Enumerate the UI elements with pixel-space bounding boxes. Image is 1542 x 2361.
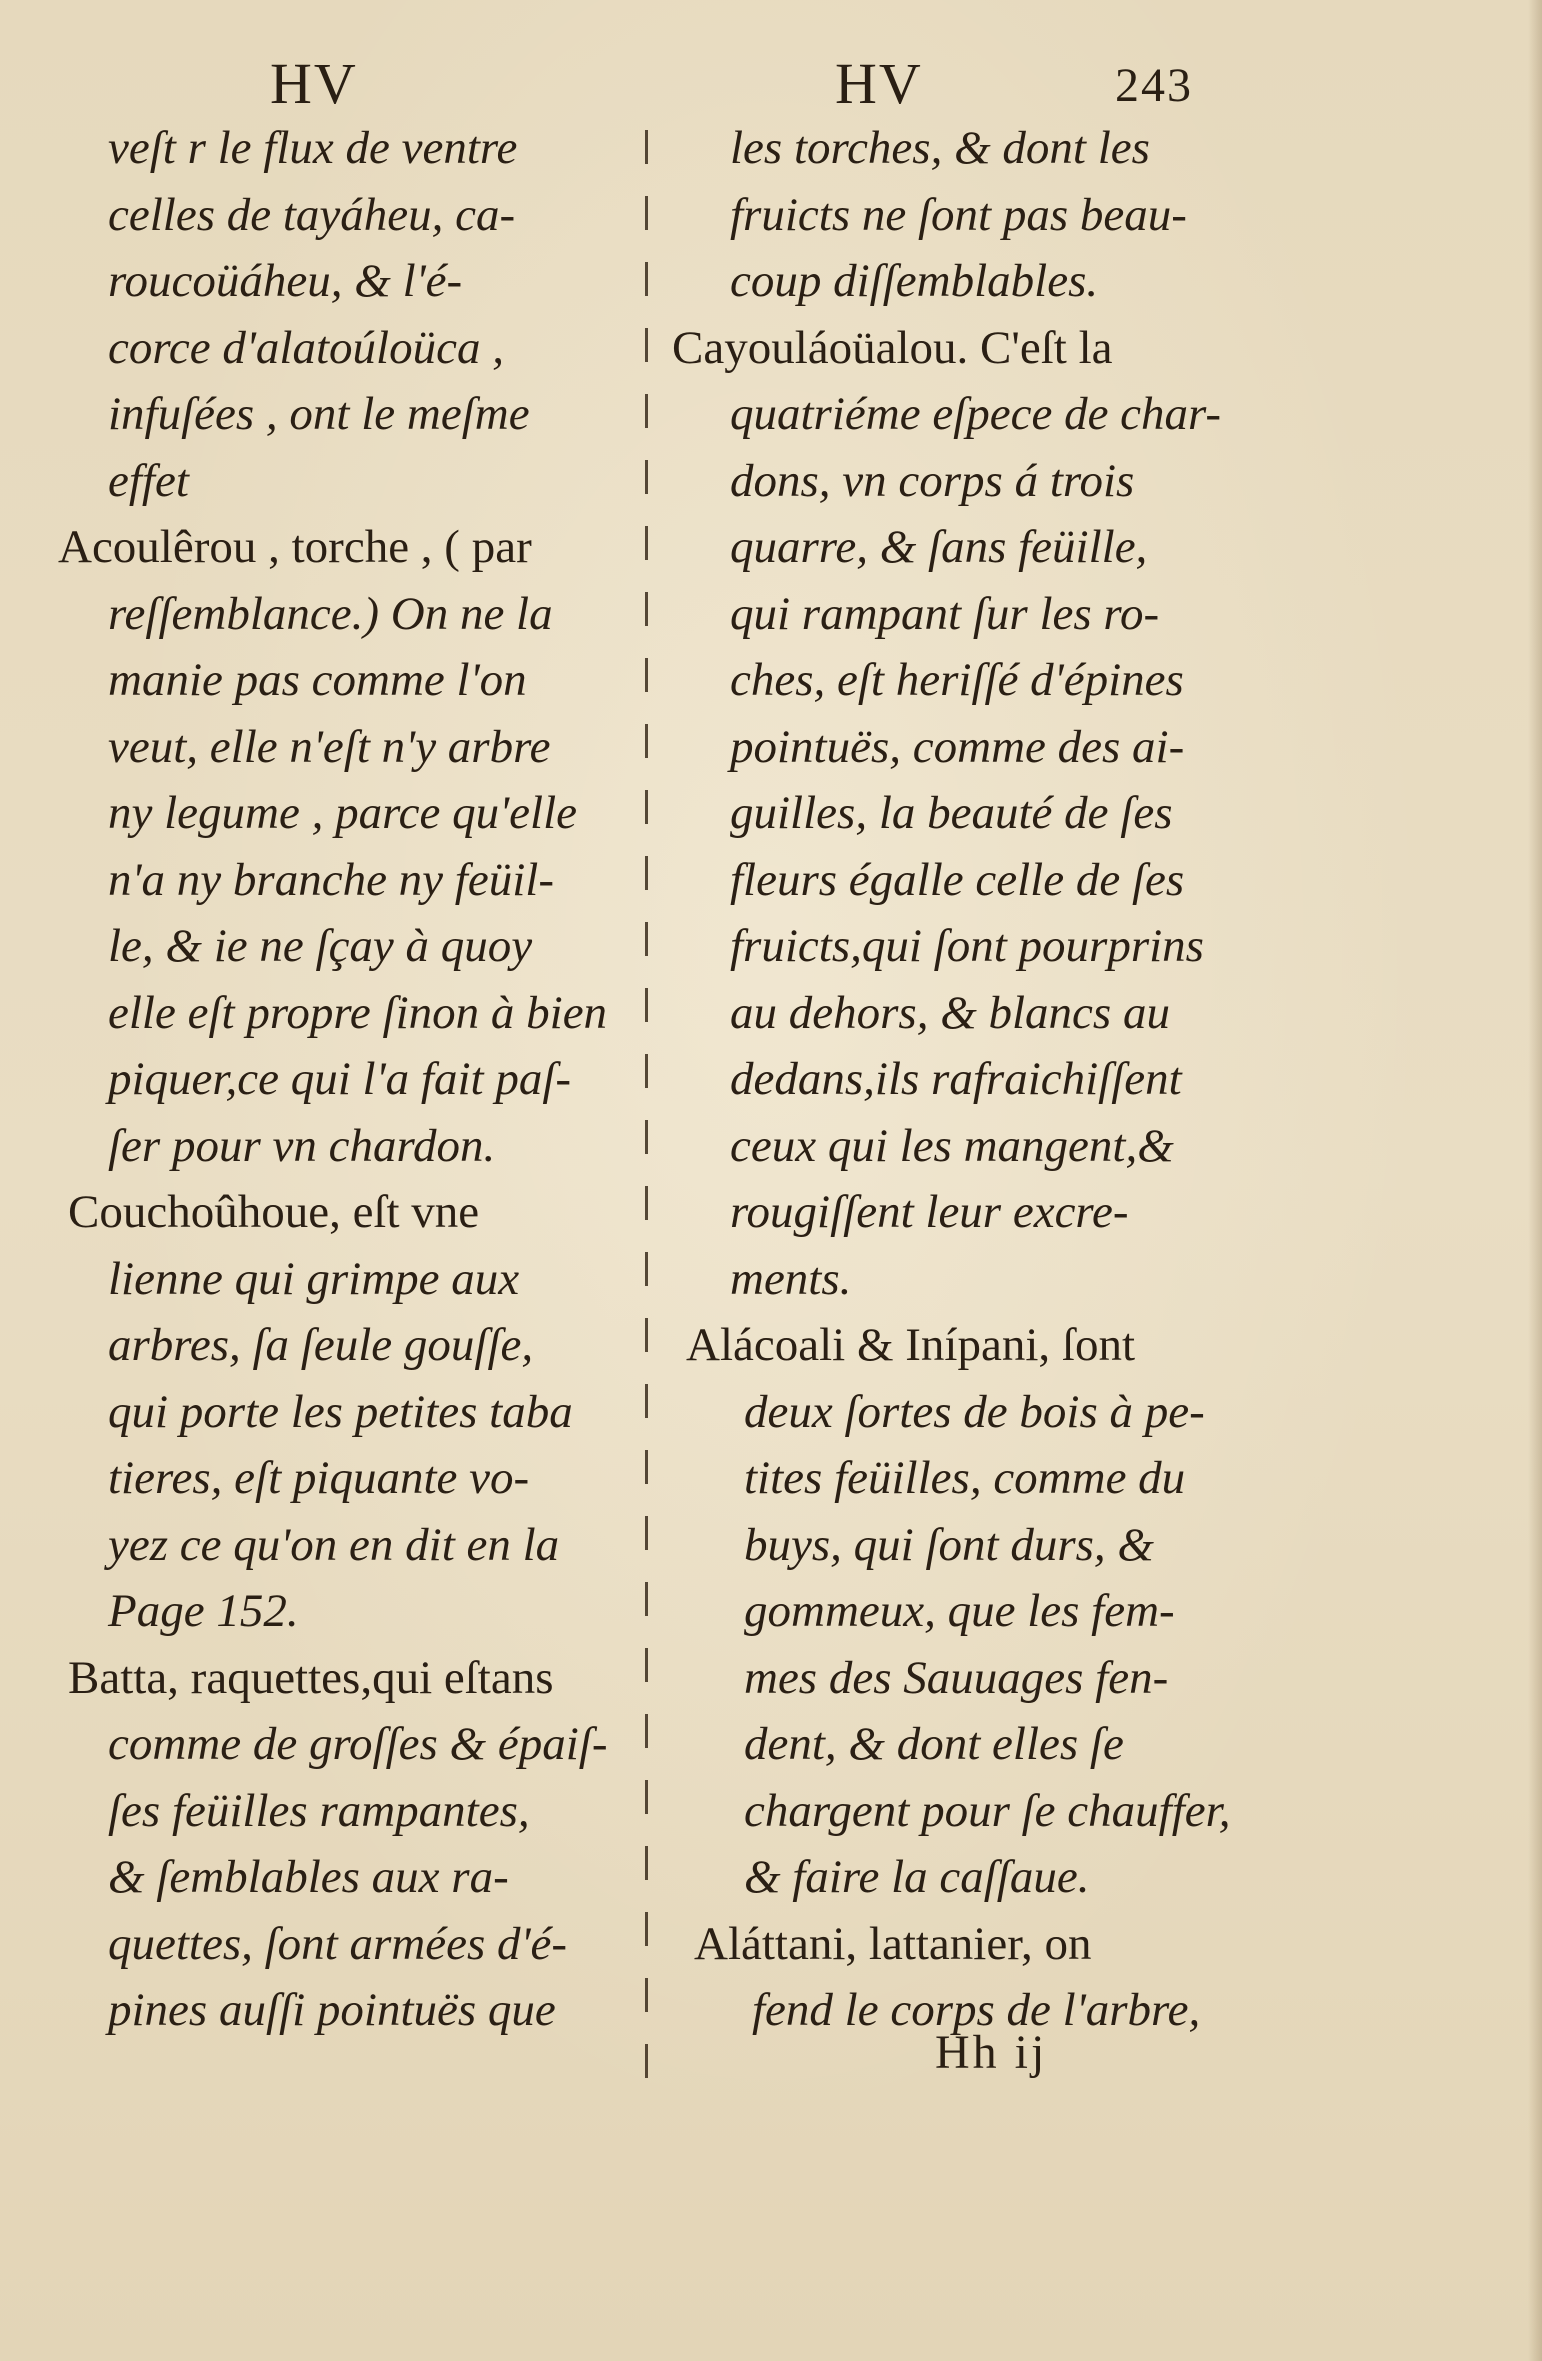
text-line: yez ce qu'on en dit en la (108, 1518, 560, 1571)
text-line: ments. (730, 1252, 852, 1305)
text-line: les torches, & dont les (730, 122, 1150, 174)
left-column (58, 115, 668, 2044)
right-column (672, 115, 1292, 2044)
text-line: arbres, ſa ſeule gouſſe, (108, 1319, 534, 1371)
text-line: ceux qui les mangent,& (730, 1119, 1174, 1172)
text-line: & ſemblables aux ra- (108, 1851, 509, 1903)
entry-headword-line: Acoulêrou , torche , ( par (58, 521, 532, 573)
running-header (0, 50, 1542, 120)
text-line: tieres, eſt piquante vo- (108, 1452, 530, 1504)
text-line: buys, qui ſont durs, & (744, 1518, 1154, 1571)
text-line: lienne qui grimpe aux (108, 1252, 520, 1305)
text-line: qui porte les petites taba (108, 1385, 573, 1438)
text-line: fruicts ne ſont pas beau- (730, 188, 1187, 241)
text-line: celles de tayáheu, ca- (108, 188, 516, 241)
text-line: ſes feüilles rampantes, (108, 1784, 530, 1837)
text-line: fruicts,qui ſont pourprins (730, 920, 1204, 972)
text-line: au dehors, & blancs au (730, 986, 1170, 1039)
entry-headword-line: Batta, raquettes,qui eſtans (68, 1651, 554, 1704)
text-line: dons, vn corps á trois (730, 454, 1135, 507)
text-line: pines auſſi pointuës que (108, 1984, 556, 2036)
text-line: Page 152. (108, 1585, 299, 1637)
text-line: quettes, ſont armées d'é- (108, 1917, 568, 1970)
text-line: effet (108, 454, 189, 507)
text-line: n'a ny branche ny feüil- (108, 853, 554, 906)
text-line: ches, eſt heriſſé d'épines (730, 654, 1184, 706)
text-line: fend le corps de l'arbre, (752, 1984, 1201, 2036)
text-line: roucoüáheu, & l'é- (108, 255, 463, 307)
text-line: ny legume , parce qu'elle (108, 787, 577, 839)
text-line: deux ſortes de bois à pe- (744, 1385, 1205, 1438)
text-line: veſt r le flux de ventre (108, 122, 518, 174)
text-line: & faire la caſſaue. (744, 1851, 1090, 1903)
text-line: veut, elle n'eſt n'y arbre (108, 720, 551, 773)
text-line: gommeux, que les fem- (744, 1585, 1175, 1637)
text-line: pointuës, comme des ai- (730, 720, 1185, 773)
text-line: mes des Sauuages fen- (744, 1651, 1169, 1704)
text-line: quatriéme eſpece de char- (730, 388, 1222, 440)
text-line: manie pas comme l'on (108, 654, 527, 706)
left-running-title: HV (270, 51, 358, 116)
text-line: chargent pour ſe chauffer, (744, 1784, 1231, 1837)
text-line: coup diſſemblables. (730, 255, 1099, 307)
page-edge-shadow (1528, 0, 1542, 2361)
signature-mark: Hh ij (935, 2026, 1048, 2079)
text-line: tites feüilles, comme du (744, 1452, 1186, 1504)
text-line: rougiſſent leur excre- (730, 1186, 1129, 1238)
text-line: guilles, la beauté de ſes (730, 787, 1173, 839)
text-line: dedans,ils rafraichiſſent (730, 1053, 1182, 1105)
entry-headword-line: Couchoûhoue, eſt vne (68, 1186, 480, 1238)
text-line: ſer pour vn chardon. (108, 1119, 496, 1172)
text-line: piquer,ce qui l'a fait paſ- (108, 1053, 572, 1105)
text-line: fleurs égalle celle de ſes (730, 853, 1185, 906)
entry-headword-line: Cayouláoüalou. C'eſt la (672, 321, 1113, 374)
entry-headword-line: Aláttani, lattanier, on (694, 1917, 1092, 1970)
right-running-title: HV (835, 51, 923, 116)
text-line: dent, & dont elles ſe (744, 1718, 1124, 1770)
text-line: corce d'alatoúloüca , (108, 321, 504, 374)
entry-headword-line: Alácoali & Inípani, ſont (686, 1319, 1136, 1371)
text-line: le, & ie ne ſçay à quoy (108, 920, 533, 972)
text-line: comme de groſſes & épaiſ- (108, 1718, 608, 1770)
page-number: 243 (1115, 59, 1193, 112)
text-line: infuſées , ont le meſme (108, 388, 530, 440)
text-line: elle eſt propre ſinon à bien (108, 986, 608, 1039)
text-line: quarre, & ſans feüille, (730, 521, 1148, 573)
text-line: qui rampant ſur les ro- (730, 587, 1160, 640)
text-line: reſſemblance.) On ne la (108, 587, 553, 640)
